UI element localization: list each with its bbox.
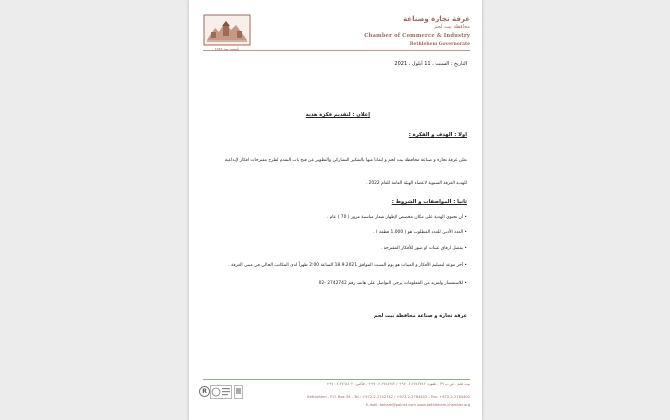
letter-page <box>189 0 482 420</box>
section-goal-title: اولا : الهدف و الفكرة : <box>408 132 467 138</box>
header-arabic-title: غرفة تجارة وصناعة <box>403 15 470 23</box>
paragraph-intro: تعلن غرفة تجارة و صناعة محافظة بيت لحم و ايمانا منها بالتفكير التشاركي والتطوير عن فتح باب التقدم لطرح مقترحات افكار لإبداعية <box>224 158 467 163</box>
paragraph-intro-cont: للهدية الغرفة السنوية لاعضاء الهيئة العامة للعام 2022 . <box>365 181 467 186</box>
condition-item: • للاستفسار ولمزيد من المعلومات يرجى التواصل على هاتف رقم 2742742 -02 <box>318 281 467 286</box>
condition-item: • أن تحتوي الهدية على مكان مخصص لإظهار شعار مناسبة مرور ( 70 ) عام . <box>326 215 467 220</box>
footer-divider <box>203 379 470 380</box>
footer-english-contacts: Bethlehem - P.O. Box 39 - Tel.: +972-2-2742742 / +972-2-2764402 - Fax: +972-2-2764402 <box>307 395 470 399</box>
chamber-logo-icon <box>203 14 251 46</box>
header-english-title: Chamber of Commerce & Industry <box>364 33 470 39</box>
section-conditions-title: ثانيا : المواصفات و الشروط : <box>391 199 467 205</box>
footer-arabic-contacts: بيت لحم - ص.ب ٣٩ - تلفون: ٢٧٤٢٧٤٢-٢-٩٧٠+ / ٢٧٤٤٣٤٢-٢-٩٧٠+ - فاكس: ٢٧٦٤٤٠٢-٢-٩٧٠+ <box>326 382 470 386</box>
footer-email-web: E-mail: beham@palnet.com www.bethlehem-chamber.org <box>366 403 470 407</box>
header-english-subtitle: Bethlehem Governorate <box>409 42 470 47</box>
header-arabic-subtitle: محافظة بيت لحم <box>434 24 470 30</box>
signature-line: غرفة تجارة و صناعة محافظة بيت لحم <box>373 313 467 319</box>
condition-item: • يفضل ارفاق عينات او صور للأفكار المقترحة . <box>380 246 467 251</box>
subject-line: إعلان : لتقديم فكرة هدية <box>305 112 370 118</box>
condition-item: • العدد الأدنى للعدد المطلوب هو ( 1,000 قطعة ) . <box>373 230 467 235</box>
condition-item: • آخر موعد لتسليم الأفكار و العينات هو يوم السبت الموافق 18.9.2021 الساعة 2:00 ظهراً لدى المكاتب الحالي في مبنى الغرفة . <box>228 263 467 268</box>
certification-logo-icon <box>210 385 232 399</box>
date-line: التاريخ : السبت ، 11 أيلول ، 2021 <box>394 61 467 67</box>
quality-badge-icon <box>234 385 243 399</box>
logo-caption: تأسست سنة 1952 <box>214 47 240 51</box>
registered-mark-icon: R <box>199 386 210 397</box>
header-divider <box>203 50 470 51</box>
